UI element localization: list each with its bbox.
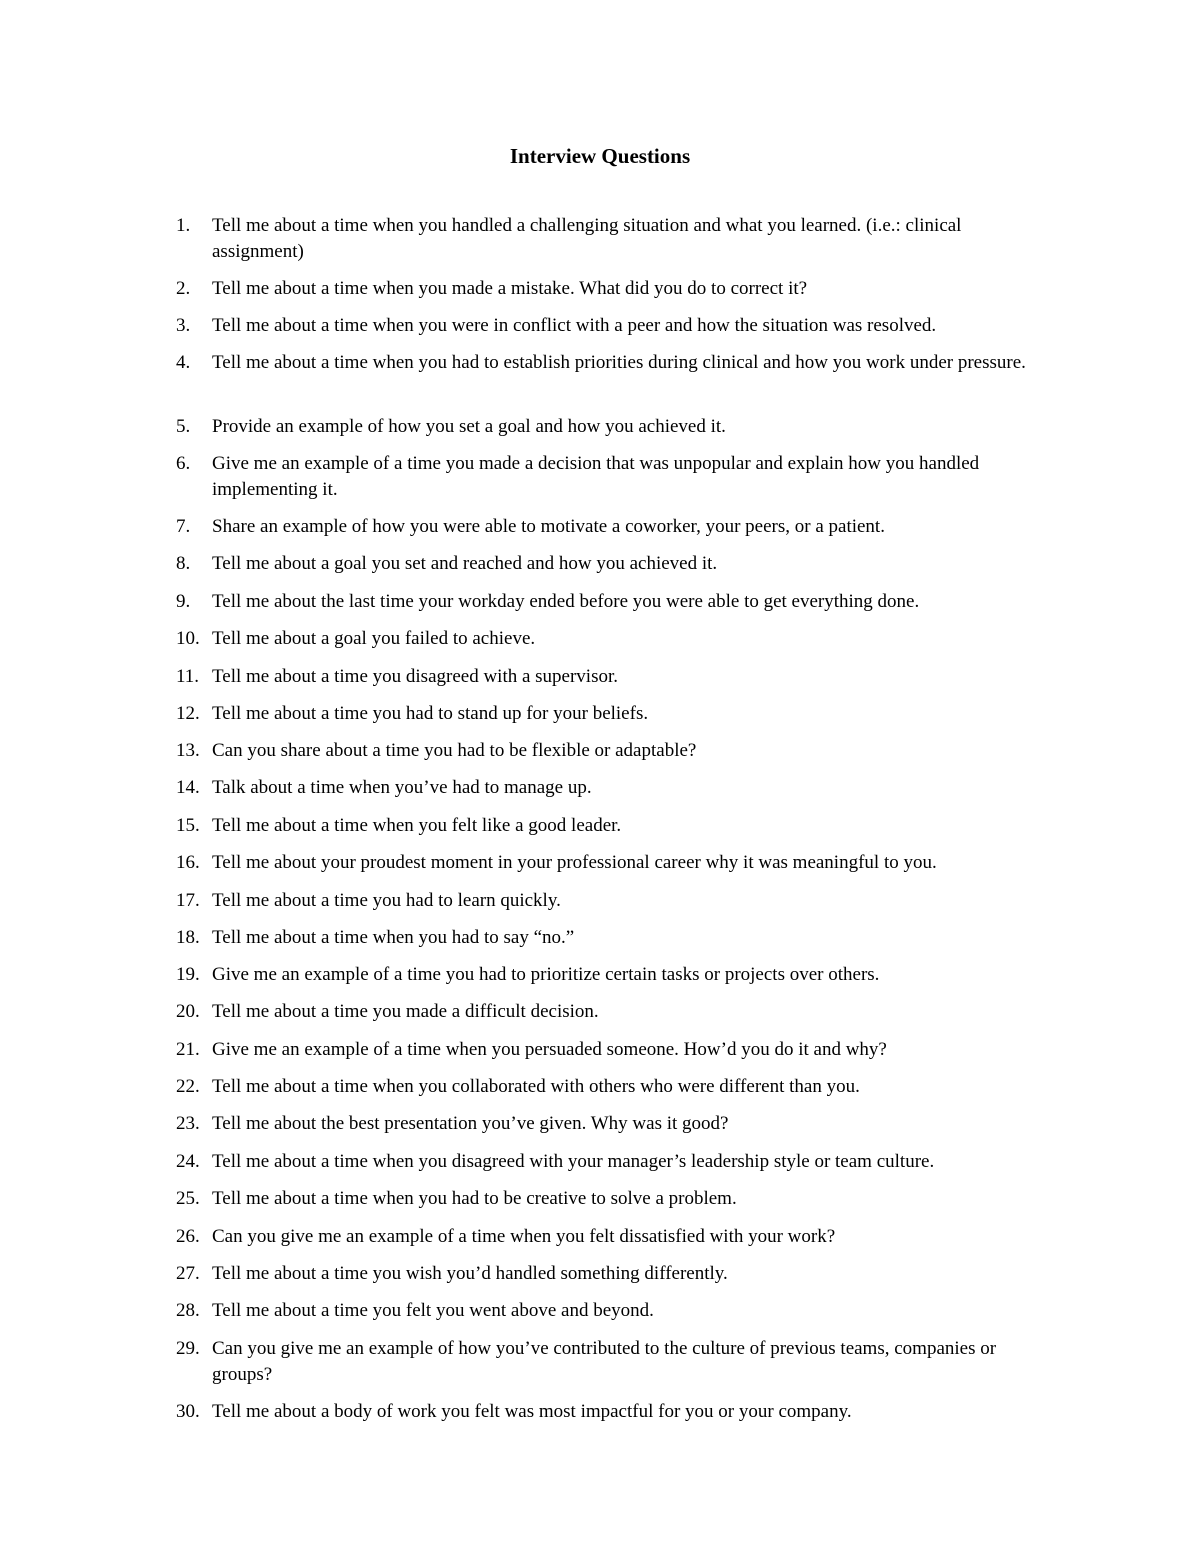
question-text: Tell me about a time when you disagreed with your manager’s leadership style or team culture. bbox=[212, 1151, 935, 1172]
question-number: 13. bbox=[176, 740, 200, 761]
question-text: Tell me about a time you made a difficult decision. bbox=[212, 1001, 599, 1022]
question-number: 24. bbox=[176, 1151, 200, 1172]
question-number: 21. bbox=[176, 1039, 200, 1060]
question-text: Tell me about a time when you made a mistake. What did you do to correct it? bbox=[212, 278, 808, 299]
question-number: 18. bbox=[176, 927, 200, 948]
question-text: Tell me about a time when you were in conflict with a peer and how the situation was resolved. bbox=[212, 315, 937, 336]
question-number: 25. bbox=[176, 1188, 200, 1209]
question-number: 19. bbox=[176, 964, 200, 985]
question-text: Tell me about a time when you felt like a good leader. bbox=[212, 815, 622, 836]
question-text: Can you share about a time you had to be flexible or adaptable? bbox=[212, 740, 697, 761]
question-number: 15. bbox=[176, 815, 200, 836]
question-text: Tell me about a time when you had to be creative to solve a problem. bbox=[212, 1188, 737, 1209]
question-number: 16. bbox=[176, 852, 200, 873]
question-number: 6. bbox=[176, 453, 191, 474]
question-number: 1. bbox=[176, 215, 191, 236]
question-number: 23. bbox=[176, 1113, 200, 1134]
question-text: Tell me about a time when you collaborated with others who were different than you. bbox=[212, 1076, 860, 1097]
question-text: Tell me about a time you wish you’d handled something differently. bbox=[212, 1263, 728, 1284]
question-number: 28. bbox=[176, 1300, 200, 1321]
question-text: Tell me about a time when you handled a challenging situation and what you learned. (i.e.: clinical assignment) bbox=[212, 215, 962, 262]
question-text: Tell me about the last time your workday ended before you were able to get everything done. bbox=[212, 591, 920, 612]
question-text: Tell me about your proudest moment in your professional career why it was meaningful to you. bbox=[212, 852, 937, 873]
question-number: 10. bbox=[176, 628, 200, 649]
question-text: Tell me about a time you had to learn quickly. bbox=[212, 890, 561, 911]
question-text: Tell me about a goal you failed to achieve. bbox=[212, 628, 536, 649]
question-number: 7. bbox=[176, 516, 191, 537]
question-number: 2. bbox=[176, 278, 191, 299]
question-text: Tell me about a time when you had to establish priorities during clinical and how you work under pressure. bbox=[212, 352, 1026, 373]
question-number: 26. bbox=[176, 1226, 200, 1247]
question-text: Tell me about a time when you had to say “no.” bbox=[212, 927, 575, 948]
question-text: Tell me about the best presentation you’ve given. Why was it good? bbox=[212, 1113, 729, 1134]
question-text: Can you give me an example of a time when you felt dissatisfied with your work? bbox=[212, 1226, 836, 1247]
question-text: Give me an example of a time you had to prioritize certain tasks or projects over others. bbox=[212, 964, 880, 985]
question-text: Tell me about a time you disagreed with a supervisor. bbox=[212, 666, 619, 687]
question-number: 22. bbox=[176, 1076, 200, 1097]
question-text: Tell me about a time you had to stand up for your beliefs. bbox=[212, 703, 649, 724]
question-number: 8. bbox=[176, 553, 191, 574]
question-text: Tell me about a body of work you felt was most impactful for you or your company. bbox=[212, 1401, 852, 1422]
question-number: 3. bbox=[176, 315, 191, 336]
question-text: Give me an example of a time when you persuaded someone. How’d you do it and why? bbox=[212, 1039, 887, 1060]
question-number: 9. bbox=[176, 591, 191, 612]
question-text: Give me an example of a time you made a decision that was unpopular and explain how you handled implementing it. bbox=[212, 453, 980, 500]
question-number: 11. bbox=[176, 666, 200, 687]
question-number: 27. bbox=[176, 1263, 200, 1284]
question-number: 30. bbox=[176, 1401, 200, 1422]
question-number: 12. bbox=[176, 703, 200, 724]
question-text: Can you give me an example of how you’ve contributed to the culture of previous teams, companies or groups? bbox=[212, 1338, 997, 1385]
question-text: Talk about a time when you’ve had to manage up. bbox=[212, 777, 592, 798]
question-number: 14. bbox=[176, 777, 200, 798]
question-text: Share an example of how you were able to motivate a coworker, your peers, or a patient. bbox=[212, 516, 885, 537]
question-number: 4. bbox=[176, 352, 191, 373]
question-text: Tell me about a time you felt you went above and beyond. bbox=[212, 1300, 654, 1321]
question-number: 29. bbox=[176, 1338, 200, 1359]
question-number: 17. bbox=[176, 890, 200, 911]
question-number: 20. bbox=[176, 1001, 200, 1022]
page-title: Interview Questions bbox=[509, 144, 691, 168]
question-text: Provide an example of how you set a goal and how you achieved it. bbox=[212, 416, 726, 437]
question-text: Tell me about a goal you set and reached and how you achieved it. bbox=[212, 553, 718, 574]
question-number: 5. bbox=[176, 416, 191, 437]
